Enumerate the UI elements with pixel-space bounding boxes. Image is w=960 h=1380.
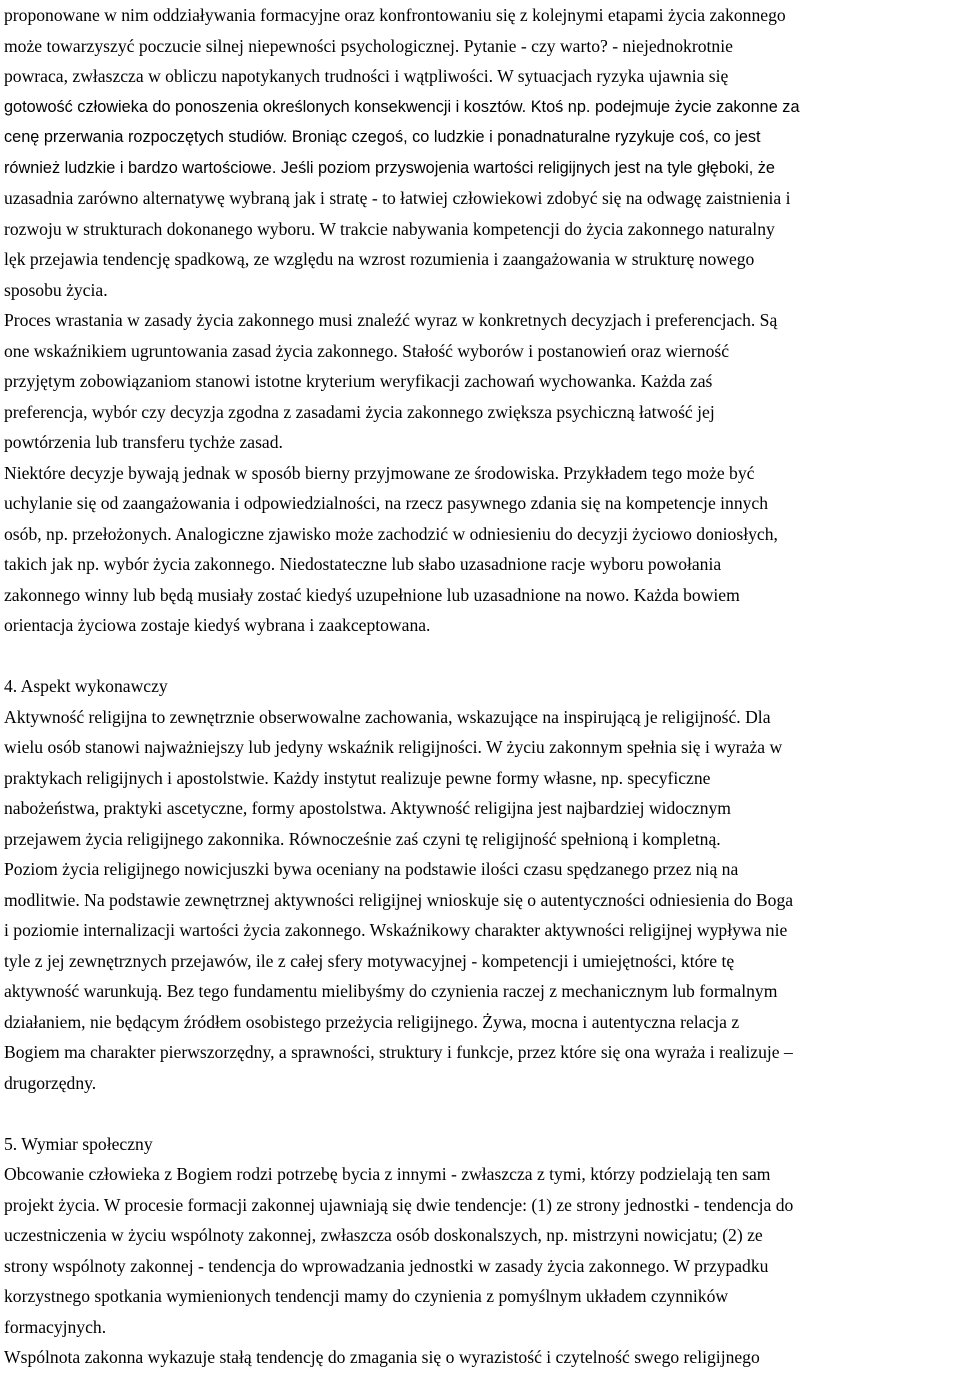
text-line: gotowość człowieka do ponoszenia określonych konsekwencji i kosztów. Ktoś np. podejmuje życie zakonne za	[4, 97, 800, 116]
text-line: Poziom życia religijnego nowicjuszki bywa oceniany na podstawie ilości czasu spędzanego przez nią na	[4, 859, 739, 879]
text-line: i poziomie internalizacji wartości życia zakonnego. Wskaźnikowy charakter aktywności religijnej wypływa nie	[4, 920, 788, 940]
text-line: osób, np. przełożonych. Analogiczne zjawisko może zachodzić w odniesieniu do decyzji życiowo doniosłych,	[4, 523, 778, 544]
text-line: takich jak np. wybór życia zakonnego. Niedostateczne lub słabo uzasadnione racje wyboru powołania	[4, 554, 722, 574]
section-heading: 4. Aspekt wykonawczy	[4, 676, 168, 696]
text-line: uczestniczenia w życiu wspólnoty zakonnej, zwłaszcza osób doskonalszych, np. mistrzyni nowicjatu; (2) ze	[4, 1225, 763, 1245]
text-line: Bogiem ma charakter pierwszorzędny, a sprawności, struktury i funkcje, przez które się ona wyraża i realizuje –	[4, 1042, 793, 1062]
text-line: strony wspólnoty zakonnej - tendencja do wprowadzania jednostki w zasady życia zakonnego. W przypadku	[4, 1255, 769, 1276]
text-line: Proces wrastania w zasady życia zakonnego musi znaleźć wyraz w konkretnych decyzjach i preferencjach. Są	[4, 310, 778, 330]
text-line: wielu osób stanowi najważniejszy lub jedyny wskaźnik religijności. W życiu zakonnym spełnia się i wyraża w	[4, 737, 783, 757]
text-line: formacyjnych.	[4, 1316, 107, 1337]
text-line: one wskaźnikiem ugruntowania zasad życia zakonnego. Stałość wyborów i postanowień oraz wierność	[4, 340, 730, 361]
text-line: praktykach religijnych i apostolstwie. Każdy instytut realizuje pewne formy własne, np. specyficzne	[4, 767, 711, 788]
text-line: Obcowanie człowieka z Bogiem rodzi potrzebę bycia z innymi - zwłaszcza z tymi, którzy podzielają ten sam	[4, 1164, 771, 1184]
text-line: projekt życia. W procesie formacji zakonnej ujawniają się dwie tendencje: (1) ze strony jednostki - tendencja do	[4, 1194, 794, 1215]
text-line: lęk przejawia tendencję spadkową, ze względu na wzrost rozumienia i zaangażowania w strukturę nowego	[4, 249, 755, 269]
text-line: powraca, zwłaszcza w obliczu napotykanych trudności i wątpliwości. W sytuacjach ryzyka ujawnia się	[4, 66, 729, 86]
text-line: korzystnego spotkania wymienionych tendencji mamy do czynienia z pomyślnym układem czynników	[4, 1286, 729, 1306]
text-line: cenę przerwania rozpoczętych studiów. Broniąc czegoś, co ludzkie i ponadnaturalne ryzykuje coś, co jest	[4, 128, 761, 146]
text-line: zakonnego winny lub będą musiały zostać kiedyś uzupełnione lub uzasadnione na nowo. Każda bowiem	[4, 584, 740, 605]
text-line: Aktywność religijna to zewnętrznie obserwowalne zachowania, wskazujące na inspirującą je religijność. Dla	[4, 706, 771, 727]
text-line: preferencja, wybór czy decyzja zgodna z zasadami życia zakonnego zwiększa psychiczną łatwość jej	[4, 401, 715, 422]
text-line: orientacja życiowa zostaje kiedyś wybrana i zaakceptowana.	[4, 615, 431, 635]
text-line: również ludzkie i bardzo wartościowe. Jeśli poziom przyswojenia wartości religijnych jest na tyle głęboki, że	[4, 158, 775, 177]
text-line: może towarzyszyć poczucie silnej niepewności psychologicznej. Pytanie - czy warto? - niejednokrotnie	[4, 35, 733, 56]
paragraph-gap	[4, 641, 960, 672]
section-heading: 5. Wymiar społeczny	[4, 1133, 153, 1154]
text-line: przejawem życia religijnego zakonnika. Równocześnie zaś czyni tę religijność spełnioną i kompletną.	[4, 828, 721, 849]
text-line: proponowane w nim oddziaływania formacyjne oraz konfrontowaniu się z kolejnymi etapami życia zakonnego	[4, 5, 786, 25]
text-line: modlitwie. Na podstawie zewnętrznej aktywności religijnej wnioskuje się o autentyczności odniesienia do Boga	[4, 889, 794, 910]
text-line: drugorzędny.	[4, 1072, 97, 1093]
text-line: uzasadnia zarówno alternatywę wybraną jak i stratę - to łatwiej człowiekowi zdobyć się na odwagę zaistnienia i	[4, 188, 791, 208]
text-line: uchylanie się od zaangażowania i odpowiedzialności, na rzecz pasywnego zdania się na kompetencje innych	[4, 493, 769, 513]
text-line: rozwoju w strukturach dokonanego wyboru. W trakcie nabywania kompetencji do życia zakonnego naturalny	[4, 218, 775, 239]
text-line: działaniem, nie będącym źródłem osobistego przeżycia religijnego. Żywa, mocna i autentyczna relacja z	[4, 1011, 740, 1032]
text-line: nabożeństwa, praktyki ascetyczne, formy apostolstwa. Aktywność religijna jest najbardziej widocznym	[4, 798, 731, 818]
text-line: aktywność warunkują. Bez tego fundamentu mielibyśmy do czynienia raczej z mechanicznym lub formalnym	[4, 981, 778, 1001]
document-page	[4, 0, 960, 1373]
text-line: Niektóre decyzje bywają jednak w sposób bierny przyjmowane ze środowiska. Przykładem tego może być	[4, 462, 755, 483]
text-line: powtórzenia lub transferu tychże zasad.	[4, 432, 283, 452]
paragraph-gap	[4, 1098, 960, 1129]
text-line: Wspólnota zakonna wykazuje stałą tendencję do zmagania się o wyrazistość i czytelność swego religijnego	[4, 1347, 760, 1367]
text-line: przyjętym zobowiązaniom stanowi istotne kryterium weryfikacji zachowań wychowanka. Każda zaś	[4, 371, 713, 391]
text-line: sposobu życia.	[4, 279, 108, 300]
text-line: tyle z jej zewnętrznych przejawów, ile z całej sfery motywacyjnej - kompetencji i umiejętności, które tę	[4, 950, 735, 971]
